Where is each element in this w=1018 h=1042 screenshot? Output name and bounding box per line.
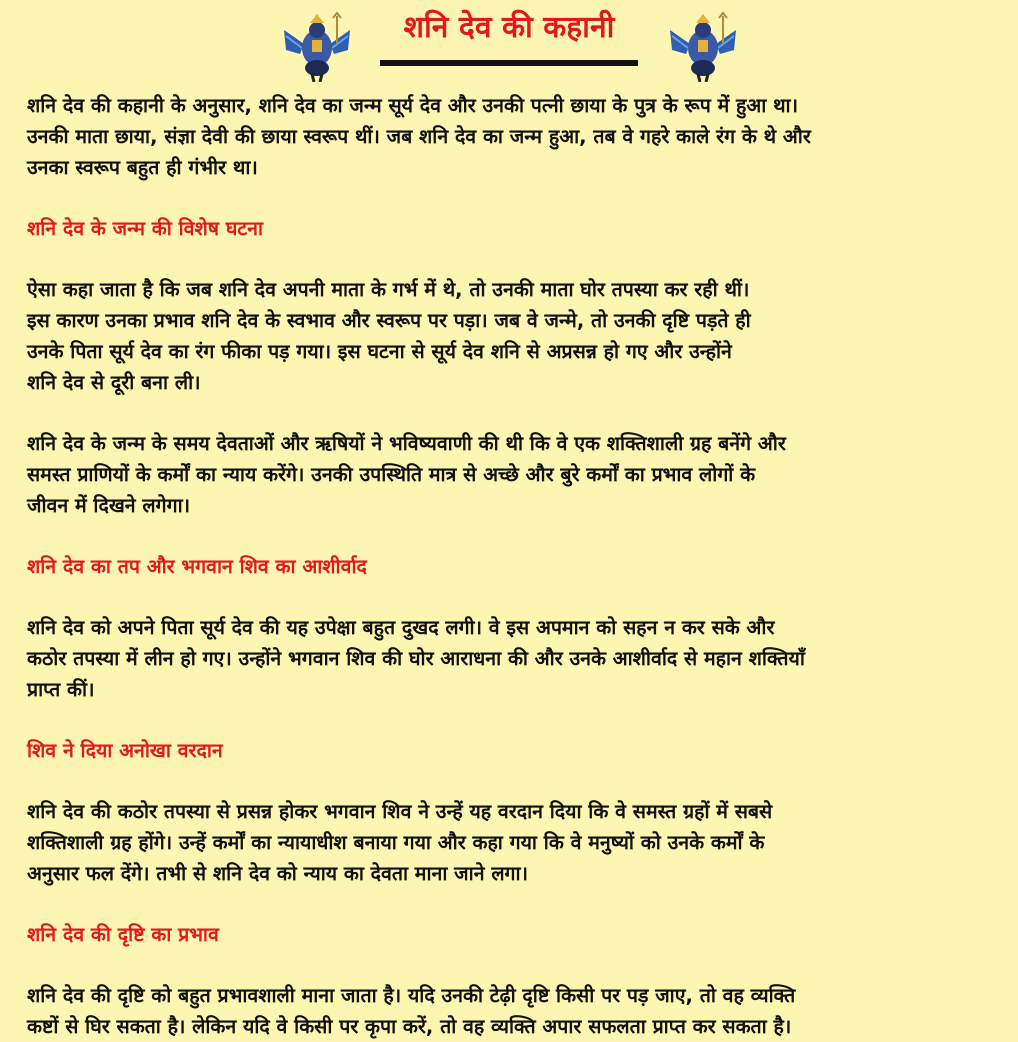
prophecy-paragraph: शनि देव के जन्म के समय देवताओं और ऋषियों ने भविष्यवाणी की थी कि वे एक शक्तिशाली ग्रह बनेंगे और समस्त प्राणियों के कर्मों का न्याय करेंगे। उनकी उपस्थिति मात्र से अच्छे और बुरे कर्मों का प्रभाव लोगों के जीवन में दिखने लगेगा।	[27, 432, 786, 517]
page-title: शनि देव की कहानी	[403, 10, 615, 45]
section-heading-gaze-effect: शनि देव की दृष्टि का प्रभाव	[27, 923, 219, 946]
section-heading-birth-event: शनि देव के जन्म की विशेष घटना	[27, 217, 264, 240]
section-heading-penance-blessing: शनि देव का तप और भगवान शिव का आशीर्वाद	[27, 555, 367, 578]
shani-dev-right-icon	[668, 10, 738, 82]
birth-event-paragraph: ऐसा कहा जाता है कि जब शनि देव अपनी माता के गर्भ में थे, तो उनकी माता घोर तपस्या कर रही थीं। इस कारण उनका प्रभाव शनि देव के स्वभाव और स्वरूप पर पड़ा। जब वे जन्मे, तो उनकी दृष्टि पड़ते ही उनके पिता सूर्य देव का रंग फीका पड़ गया। इस घटना से सूर्य देव शनि से अप्रसन्न हो गए और उन्होंने शनि देव से दूरी बना ली।	[27, 278, 751, 394]
boon-paragraph: शनि देव की कठोर तपस्या से प्रसन्न होकर भगवान शिव ने उन्हें यह वरदान दिया कि वे समस्त ग्रहों में सबसे शक्तिशाली ग्रह होंगे। उन्हें कर्मों का न्यायाधीश बनाया गया और कहा गया कि वे मनुष्यों को उनके कर्मों के अनुसार फल देंगे। तभी से शनि देव को न्याय का देवता माना जाने लगा।	[27, 800, 773, 885]
penance-paragraph: शनि देव को अपने पिता सूर्य देव की यह उपेक्षा बहुत दुखद लगी। वे इस अपमान को सहन न कर सके और कठोर तपस्या में लीन हो गए। उन्होंने भगवान शिव की घोर आराधना की और उनके आशीर्वाद से महान शक्तियाँ प्राप्त कीं।	[27, 616, 805, 701]
gaze-effect-paragraph: शनि देव की दृष्टि को बहुत प्रभावशाली माना जाता है। यदि उनकी टेढ़ी दृष्टि किसी पर पड़ जाए, तो वह व्यक्ति कष्टों से घिर सकता है। लेकिन यदि वे किसी पर कृपा करें, तो वह व्यक्ति अपार सफलता प्राप्त कर सकता है।	[27, 984, 796, 1038]
article-content	[27, 90, 993, 1042]
intro-paragraph: शनि देव की कहानी के अनुसार, शनि देव का जन्म सूर्य देव और उनकी पत्नी छाया के पुत्र के रूप में हुआ था। उनकी माता छाया, संज्ञा देवी की छाया स्वरूप थीं। जब शनि देव का जन्म हुआ, तब वे गहरे काले रंग के थे और उनका स्वरूप बहुत ही गंभीर था।	[27, 94, 811, 179]
section-heading-boon: शिव ने दिया अनोखा वरदान	[27, 739, 223, 762]
header	[0, 0, 1018, 80]
title-underline	[380, 60, 638, 66]
